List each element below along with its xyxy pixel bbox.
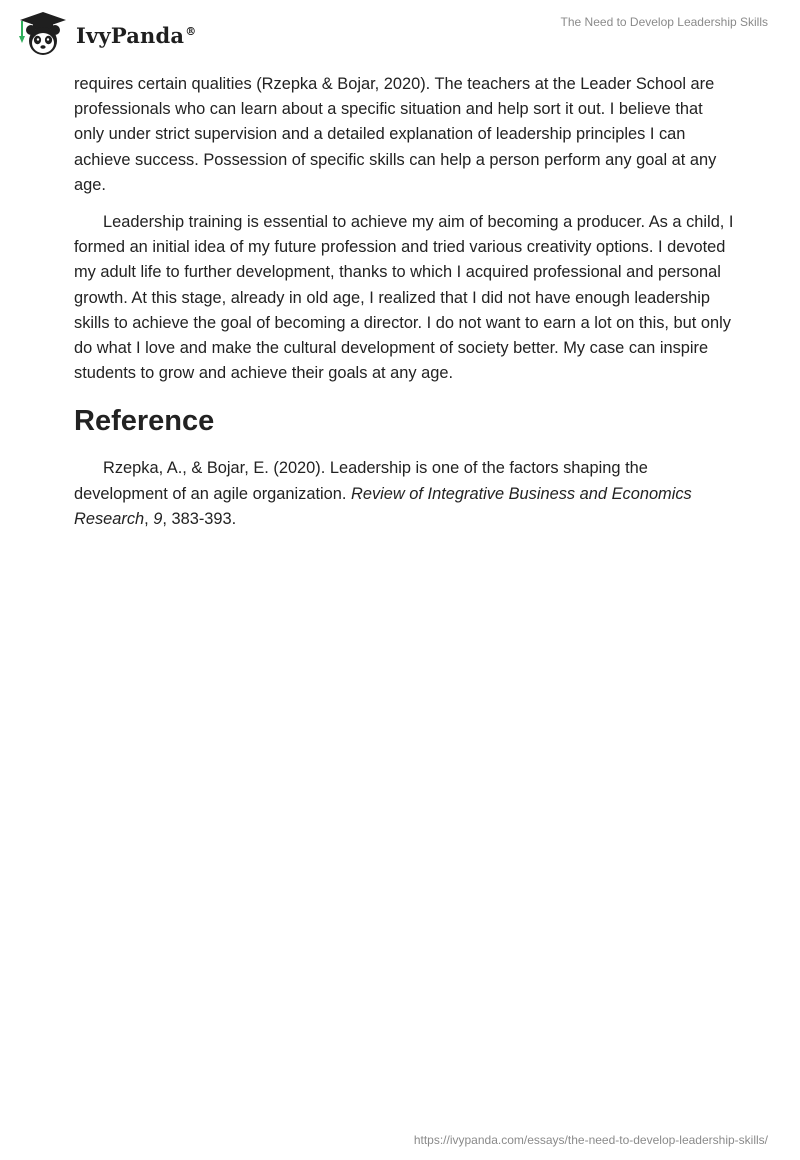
ivypanda-logo[interactable] [14,10,196,58]
logo-wordmark [76,23,196,48]
page-header [0,0,800,70]
document-body [74,72,734,532]
logo-text: IvyPanda [76,22,185,48]
paragraph-1: requires certain qualities (Rzepka & Bojar, 2020). The teachers at the Leader School are professionals who can learn about a specific situation and help sort it out. I believe that only under strict supervision and a detailed explanation of leadership principles I can achieve success. Possession of specific skills can help a person perform any goal at any age. [74,75,717,194]
source-url-link[interactable]: https://ivypanda.com/essays/the-need-to-develop-leadership-skills/ [413,1133,768,1147]
reference-volume: 9 [153,509,163,528]
paragraph-2: Leadership training is essential to achieve my aim of becoming a producer. As a child, I formed an initial idea of my future profession and tried various creativity options. I devoted my adult life to further development, thanks to which I acquired professional and personal growth. At this stage, already in old age, I realized that I did not have enough leadership skills to achieve the goal of becoming a director. I do not want to earn a lot on this, but only do what I love and make the cultural development of society better. My case can inspire students to grow and achieve their goals at any age. [74,213,734,383]
panda-graduate-icon [14,10,72,58]
reference-heading: Reference [74,405,215,438]
running-title: The Need to Develop Leadership Skills [560,15,768,29]
registered-mark: ® [185,24,197,38]
reference-pages: , 383-393. [162,509,237,528]
reference-separator: , [144,509,154,528]
reference-journal: Review of Integrative Business and Economics Research [74,484,692,528]
reference-entry [74,456,734,532]
reference-authors: Rzepka, A., & Bojar, E. (2020). Leadership is one of the factors shaping the development of an agile organization. [74,459,648,503]
